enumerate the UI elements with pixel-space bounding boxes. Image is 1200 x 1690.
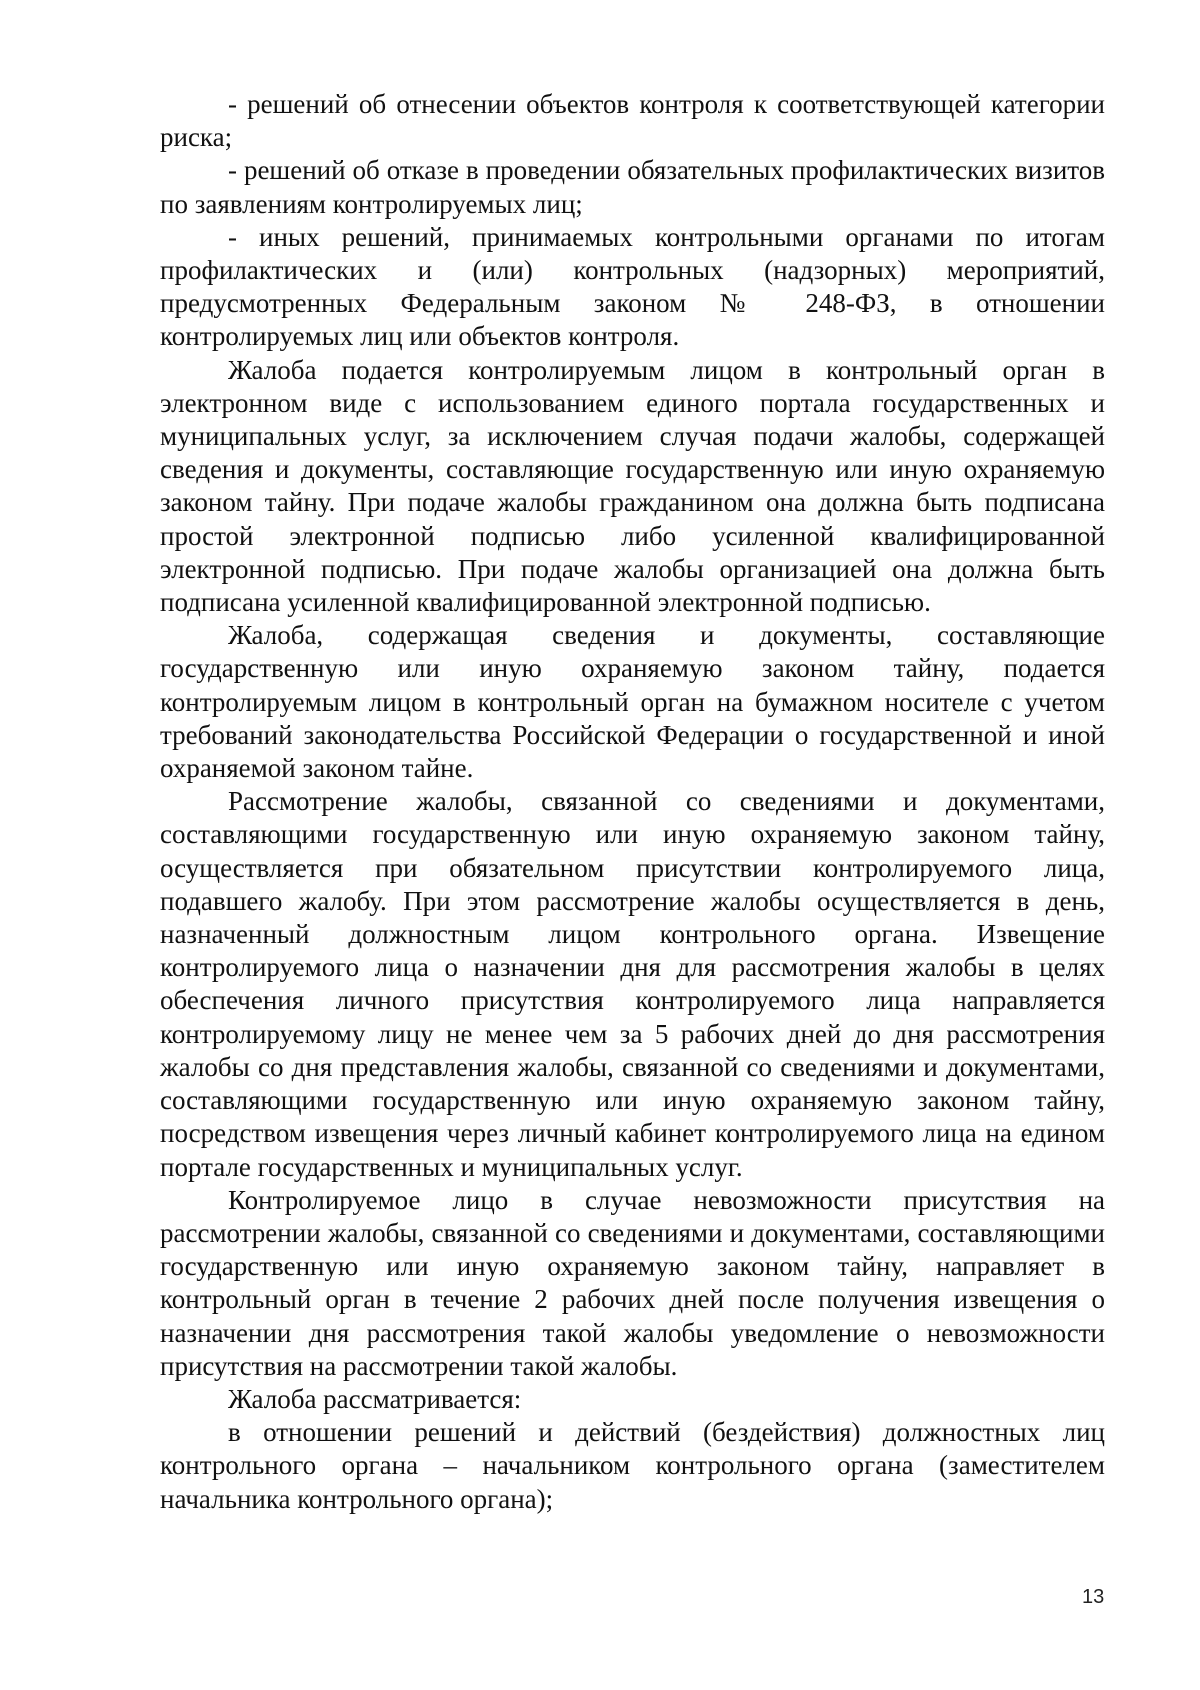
paragraph-reviewer-head: в отношении решений и действий (бездействия) должностных лиц контрольного органа – начальником контрольного органа (заместителем начальника контрольного органа); [160,1417,1105,1514]
paragraph-other-decisions: - иных решений, принимаемых контрольными органами по итогам профилактических и (или) контрольных (надзорных) мероприятий, предусмотренных Федеральным законом № 248-ФЗ, в отношении контролируемых лиц или объектов контроля. [160,221,1105,352]
paragraph-absence-notice: Контролируемое лицо в случае невозможности присутствия на рассмотрении жалобы, связанной со сведениями и документами, составляющими государственную или иную охраняемую законом тайну, направляет в контрольный орган в течение 2 рабочих дней после получения извещения о назначении дня рассмотрения такой жалобы уведомление о невозможности присутствия на рассмотрении такой жалобы. [160,1184,1105,1381]
page-number: 13 [1082,1586,1105,1608]
paragraph-electronic-complaint: Жалоба подается контролируемым лицом в контрольный орган в электронном виде с использованием единого портала государственных и муниципальных услуг, за исключением случая подачи жалобы, содержащей сведения и документы, составляющие государственную или иную охраняемую законом тайну. При подаче жалобы гражданином она должна быть подписана простой электронной подписью либо усиленной квалифицированной электронной подписью. При подаче жалобы организацией она должна быть подписана усиленной квалифицированной электронной подписью. [160,354,1105,618]
document-body [160,88,1105,1516]
paragraph-risk-category-decisions: - решений об отнесении объектов контроля к соответствующей категории риска; [160,89,1105,153]
paragraph-secret-complaint-review: Рассмотрение жалобы, связанной со сведениями и документами, составляющими государственную или иную охраняемую законом тайну, осуществляется при обязательном присутствии контролируемого лица, подавшего жалобу. При этом рассмотрение жалобы осуществляется в день, назначенный должностным лицом контрольного органа. Извещение контролируемого лица о назначении дня для рассмотрения жалобы в целях обеспечения личного присутствия контролируемого лица направляется контролируемому лицу не менее чем за 5 рабочих дней до дня рассмотрения жалобы со дня представления жалобы, связанной со сведениями и документами, составляющими государственную или иную охраняемую законом тайну, посредством извещения через личный кабинет контролируемого лица на едином портале государственных и муниципальных услуг. [160,786,1105,1182]
paragraph-complaint-reviewed-by: Жалоба рассматривается: [228,1383,522,1414]
paragraph-paper-complaint: Жалоба, содержащая сведения и документы, составляющие государственную или иную охраняемую законом тайну, подается контролируемым лицом в контрольный орган на бумажном носителе с учетом требований законодательства Российской Федерации о государственной и иной охраняемой законом тайне. [160,620,1105,784]
paragraph-refusal-decisions: - решений об отказе в проведении обязательных профилактических визитов по заявлениям контролируемых лиц; [160,155,1105,219]
